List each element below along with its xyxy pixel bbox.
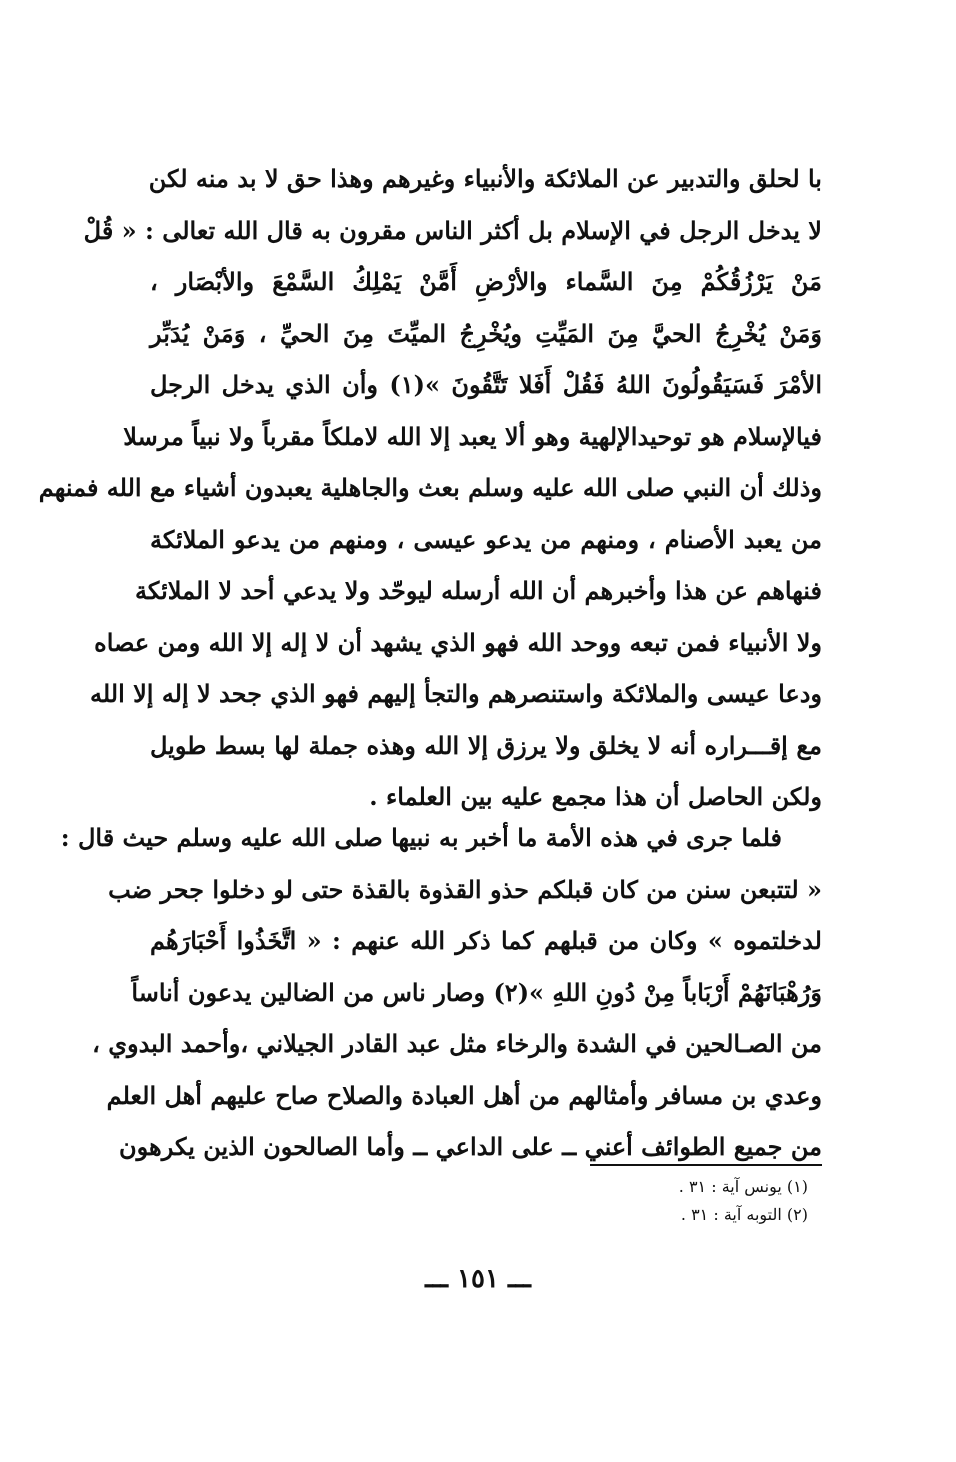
text-line: من الصـالحين في الشدة والرخاء مثل عبد القادر الجيلاني ،وأحمد البدوي ،: [92, 1029, 822, 1058]
text-line: فنهاهم عن هذا وأخبرهم أن الله أرسله ليوحّد ولا يدعي أحد لا الملائكة: [135, 576, 822, 605]
text-line: « لتتبعن سنن من كان قبلكم حذو القذوة بالقذة حتى لو دخلوا جحر ضب: [108, 874, 822, 904]
text-line: مَنْ يَرْزُقُكُمْ مِنَ السَّماء والأرْضِ أَمَّنْ يَمْلِكُ السَّمْعَ والأبْصَار ،: [150, 267, 822, 296]
text-line: من جميع الطوائف أعني ــ على الداعي ــ وأما الصالحون الذين يكرهون: [119, 1132, 822, 1161]
footnote-divider: [590, 1164, 822, 1166]
text-line: ولكن الحاصل أن هذا مجمع عليه بين العلماء .: [369, 782, 822, 811]
footnote-1: (١) يونس آية : ٣١ .: [678, 1177, 808, 1196]
text-line: با لحلق والتدبير عن الملائكة والأنبياء وغيرهم وهذا حق لا بد منه لكن: [148, 164, 822, 193]
text-line: وَمَنْ يُخْرِجُ الحيَّ مِنَ المَيِّتِ ويُخْرِجُ الميِّتَ مِنَ الحيِّ ، وَمَنْ يُدَبِّر: [150, 318, 823, 348]
text-line: لا يدخل الرجل في الإسلام بل أكثر الناس مقرون به قال الله تعالى : « قُلْ: [83, 215, 822, 245]
paragraph-2: [60, 812, 822, 1173]
paragraph-1: [38, 153, 823, 823]
text-line: من يعبد الأصنام ، ومنهم من يدعو عيسى ، ومنهم من يدعو الملائكة: [150, 524, 822, 554]
text-line: ودعا عيسى والملائكة واستنصرهم والتجأ إليهم فهو الذي جحد لا إله إلا الله: [89, 679, 822, 708]
text-line: وعدي بن مسافر وأمثالهم من أهل العبادة والصلاح صاح عليهم أهل العلم: [106, 1080, 822, 1110]
footnotes: [560, 1173, 808, 1229]
text-line: وَرُهْبَانَهُمْ أَرْبَاباً مِنْ دُونِ اللهِ »(٢) وصار ناس من الضالين يدعون أناساً: [131, 977, 822, 1007]
page-number: ـــ ١٥١ ـــ: [425, 1264, 531, 1294]
text-line: فلما جرى في هذه الأمة ما أخبر به نبيها صلى الله عليه وسلم حيث قال :: [60, 823, 782, 852]
text-line: مع إقـــراره أنه لا يخلق ولا يرزق إلا الله وهذه جملة لها بسط طويل: [150, 730, 822, 760]
text-line: ولا الأنبياء فمن تبعه ووحد الله فهو الذي يشهد أن لا إله إلا الله ومن عصاه: [94, 627, 822, 657]
text-line: فيالإسلام هو توحيدالإلهية وهو ألا يعبد إلا الله لاملكاً مقرباً ولا نبياً مرسلا: [123, 421, 822, 451]
footnote-2: (٢) التوبه آية : ٣١ .: [680, 1205, 808, 1224]
text-line: الأمْرَ فَسَيَقُولُونَ اللهُ فَقُلْ أَفَلا تَتَّقُونَ »(١) وأن الذي يدخل الرجل: [150, 370, 823, 399]
text-line: وذلك أن النبي صلى الله عليه وسلم بعث والجاهلية يعبدون أشياء مع الله فمنهم: [38, 473, 822, 502]
text-line: لدخلتموه » وكان من قبلهم كما ذكر الله عنهم : « اتَّخَذُوا أَحْبَارَهُم: [150, 926, 822, 955]
